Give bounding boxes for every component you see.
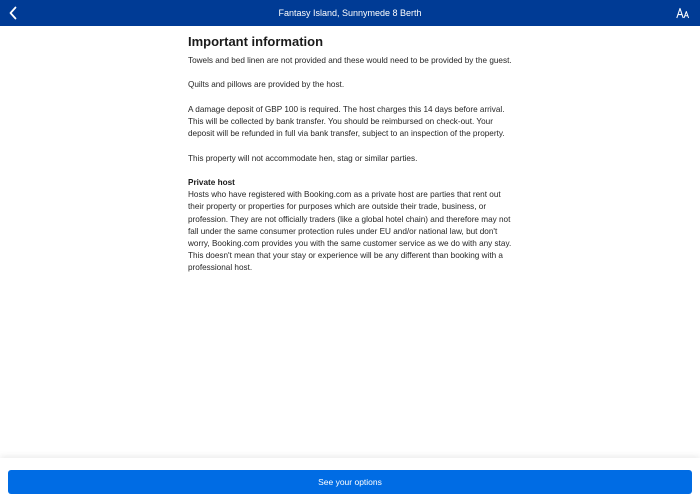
paragraph-quilts: Quilts and pillows are provided by the host.: [188, 80, 345, 90]
important-information-section: [188, 35, 518, 275]
chevron-left-icon: [8, 6, 18, 20]
section-heading: Important information: [188, 34, 324, 49]
private-host-title: Private host: [188, 177, 235, 187]
see-options-button[interactable]: See your options: [8, 470, 692, 494]
text-size-button[interactable]: [672, 0, 694, 26]
text-size-icon: [676, 7, 690, 19]
paragraph-parties: This property will not accommodate hen, stag or similar parties.: [188, 153, 418, 163]
top-navigation-bar: [0, 0, 700, 26]
back-button[interactable]: [2, 0, 24, 26]
private-host-text: Hosts who have registered with Booking.com as a private host are parties that rent out their property or properties for purposes which are outside their trade, business, or profession. They are not officially traders (like a global hotel chain) and therefore may not fall under the same consumer protection rules under EU and/or national law, but don't worry, Booking.com provides you with the same customer service as we do with any stay. This doesn't mean that your stay or experience will be any different than booking with a professional host.: [188, 190, 512, 273]
page-title: Fantasy Island, Sunnymede 8 Berth: [278, 8, 422, 18]
paragraph-linen: Towels and bed linen are not provided and these would need to be provided by the guest.: [188, 56, 512, 65]
paragraph-damage-deposit: A damage deposit of GBP 100 is required. The host charges this 14 days before arrival. This will be collected by bank transfer. You should be reimbursed on check-out. Your deposit will be refunded in full via bank transfer, subject to an inspection of the property.: [188, 104, 505, 139]
